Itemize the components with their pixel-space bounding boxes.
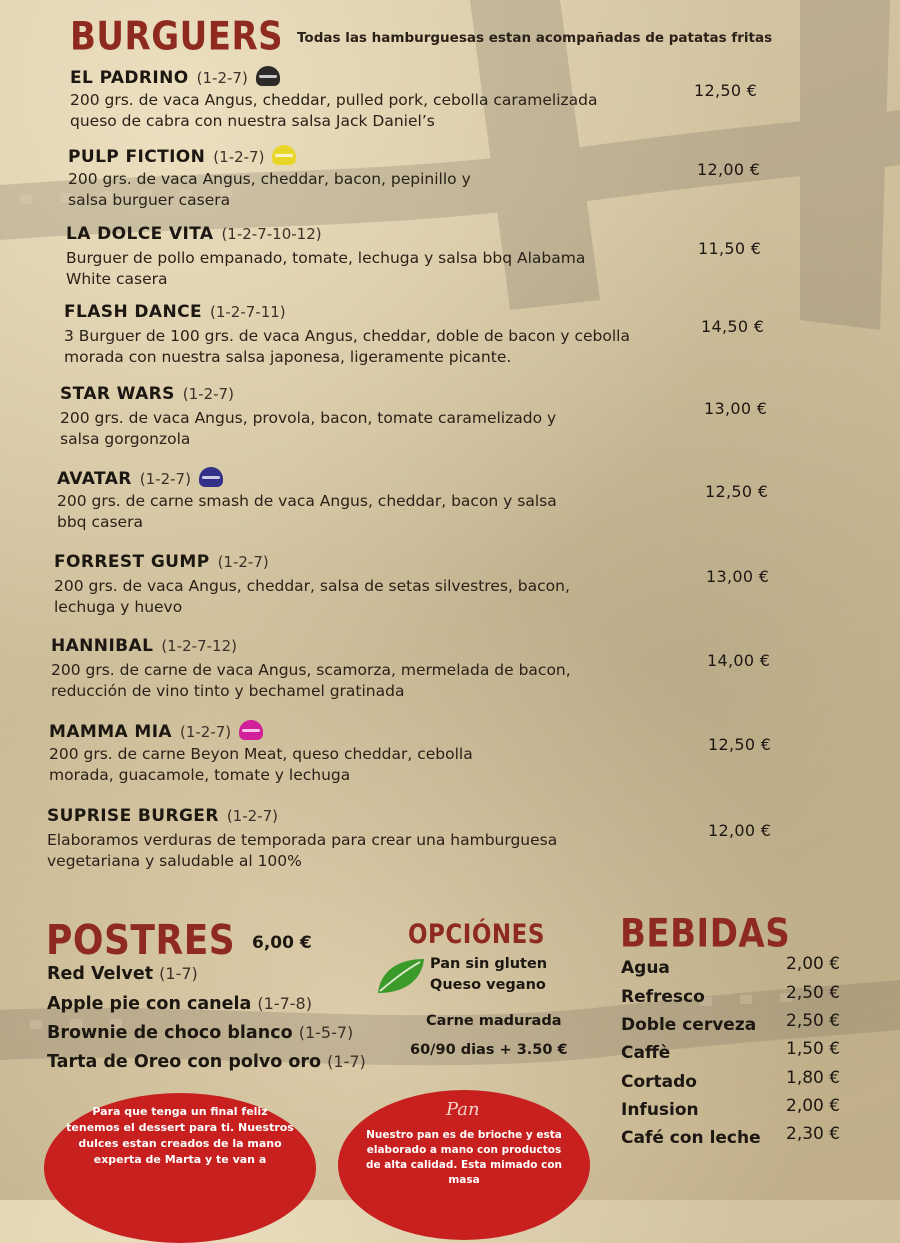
allergen-codes: (1-2-7) [139,470,191,488]
pan-promo-text: Nuestro pan es de brioche y esta elaborado a mano con productos de alta calidad. Esta mimado con masa [365,1129,563,1186]
bebida-name: Doble cerveza [621,1015,757,1035]
burger-description-line2: morada con nuestra salsa japonesa, ligeramente picante. [64,348,512,366]
burger-description-line1: Burguer de pollo empanado, tomate, lechuga y salsa bbq Alabama [66,249,586,267]
burger-price: 12,00 € [708,821,772,840]
allergen-codes: (1-2-7) [196,69,248,87]
opciones-queso-vegano: Queso vegano [430,977,546,993]
bebida-name: Refresco [621,987,705,1007]
burger-price: 14,50 € [701,317,765,336]
postre-name: Brownie de choco blanco [47,1023,293,1043]
burger-item-header [60,384,234,404]
bebida-price: 2,50 € [786,983,841,1003]
allergen-codes: (1-5-7) [298,1023,354,1042]
burger-name: EL PADRINO [70,68,189,88]
pan-promo-title: Pan [446,1099,480,1120]
burger-description-line1: 200 grs. de vaca Angus, cheddar, pulled pork, cebolla caramelizada [70,91,598,109]
burger-item-header [70,66,280,88]
burger-description-line2: salsa burguer casera [68,191,231,209]
burger-name: FLASH DANCE [64,302,202,322]
burger-name: PULP FICTION [68,147,206,167]
burger-item-header [47,806,278,826]
burger-description-line2: reducción de vino tinto y bechamel gratinada [51,682,405,700]
postre-name: Tarta de Oreo con polvo oro [47,1052,322,1072]
burger-name: MAMMA MIA [49,722,172,742]
bebida-price: 1,80 € [786,1068,841,1088]
opciones-title: OPCIÓNES [408,920,545,950]
opciones-carne-madurada-price: 60/90 dias + 3.50 € [410,1042,568,1058]
allergen-codes: (1-2-7) [217,553,269,571]
burger-name: SUPRISE BURGER [47,806,219,826]
opciones-pan-sin-gluten: Pan sin gluten [430,956,548,972]
burger-item-header [68,145,296,167]
burgers-note: Todas las hamburguesas estan acompañadas de patatas fritas [297,30,773,46]
bebida-price: 2,00 € [786,1096,841,1116]
dessert-promo-text: Para que tenga un final feliz tenemos el dessert para ti. Nuestros dulces estan creados de la mano experta de Marta y te van a [66,1105,294,1166]
allergen-codes: (1-2-7) [213,148,265,166]
burger-price: 12,00 € [697,160,761,179]
burger-description-line1: 200 grs. de vaca Angus, provola, bacon, tomate caramelizado y [60,409,557,427]
allergen-codes: (1-7) [159,964,198,983]
burger-description-line2: salsa gorgonzola [60,430,191,448]
burger-price: 14,00 € [707,651,771,670]
burger-description-line2: vegetariana y saludable al 100% [47,852,302,870]
burger-item-header [49,720,263,742]
burger-description-line2: morada, guacamole, tomate y lechuga [49,766,351,784]
postres-price: 6,00 € [252,933,312,953]
burger-price: 12,50 € [708,735,772,754]
burgers-title: BURGUERS [70,14,284,60]
burger-yellow-icon [272,145,296,165]
burger-description-line2: lechuga y huevo [54,598,183,616]
allergen-codes: (1-2-7-10-12) [221,225,322,243]
allergen-codes: (1-2-7) [179,723,232,741]
allergen-codes: (1-7-8) [257,994,312,1013]
opciones-carne-madurada: Carne madurada [426,1013,562,1029]
burger-description-line2: White casera [66,270,168,288]
burger-price: 12,50 € [694,81,758,100]
burger-description-line1: 200 grs. de vaca Angus, cheddar, bacon, pepinillo y [68,170,471,188]
burger-magenta-icon [239,720,263,740]
postre-item [47,1023,353,1043]
leaf-icon [374,955,426,997]
postre-item [47,1052,366,1072]
burger-price: 11,50 € [698,239,762,258]
burger-description-line1: 200 grs. de carne smash de vaca Angus, cheddar, bacon y salsa [57,492,557,510]
burger-name: AVATAR [57,469,132,489]
burger-description-line1: 3 Burguer de 100 grs. de vaca Angus, cheddar, doble de bacon y cebolla [64,327,630,345]
burger-name: FORREST GUMP [54,552,210,572]
burger-description-line1: 200 grs. de carne de vaca Angus, scamorza, mermelada de bacon, [51,661,571,679]
burger-price: 12,50 € [705,482,769,501]
postres-title: POSTRES [46,917,236,965]
allergen-codes: (1-2-7-11) [209,303,286,321]
burger-description-line1: 200 grs. de carne Beyon Meat, queso cheddar, cebolla [49,745,473,763]
burger-item-header [51,636,237,656]
bebida-name: Agua [621,958,670,978]
bebida-price: 2,00 € [786,954,841,974]
bebida-name: Caffè [621,1043,671,1063]
burger-description-line2: bbq casera [57,513,143,531]
bebida-name: Infusion [621,1100,699,1120]
burger-description-line1: 200 grs. de vaca Angus, cheddar, salsa de setas silvestres, bacon, [54,577,570,595]
burger-name: LA DOLCE VITA [66,224,214,244]
bebida-price: 2,50 € [786,1011,841,1031]
allergen-codes: (1-7) [327,1052,366,1071]
burger-item-header [64,302,286,322]
bebida-price: 1,50 € [786,1039,841,1059]
burger-description-line1: Elaboramos verduras de temporada para crear una hamburguesa [47,831,558,849]
burger-black-icon [256,66,280,86]
bebida-name: Cortado [621,1072,697,1092]
burger-price: 13,00 € [706,567,770,586]
burger-name: STAR WARS [60,384,175,404]
burger-item-header [66,224,322,244]
allergen-codes: (1-2-7) [226,807,278,825]
bebida-name: Café con leche [621,1128,761,1148]
burger-blue-icon [199,467,223,487]
postre-item [47,964,198,984]
bebidas-title: BEBIDAS [620,911,791,957]
postre-name: Red Velvet [47,964,154,984]
postre-item [47,994,312,1014]
allergen-codes: (1-2-7-12) [161,637,237,655]
burger-description-line2: queso de cabra con nuestra salsa Jack Daniel’s [70,112,435,130]
bebida-price: 2,30 € [786,1124,841,1144]
postre-name: Apple pie con canela [47,994,252,1014]
allergen-codes: (1-2-7) [182,385,234,403]
burger-item-header [57,467,223,489]
burger-price: 13,00 € [704,399,768,418]
burger-name: HANNIBAL [51,636,154,656]
burger-item-header [54,552,269,572]
